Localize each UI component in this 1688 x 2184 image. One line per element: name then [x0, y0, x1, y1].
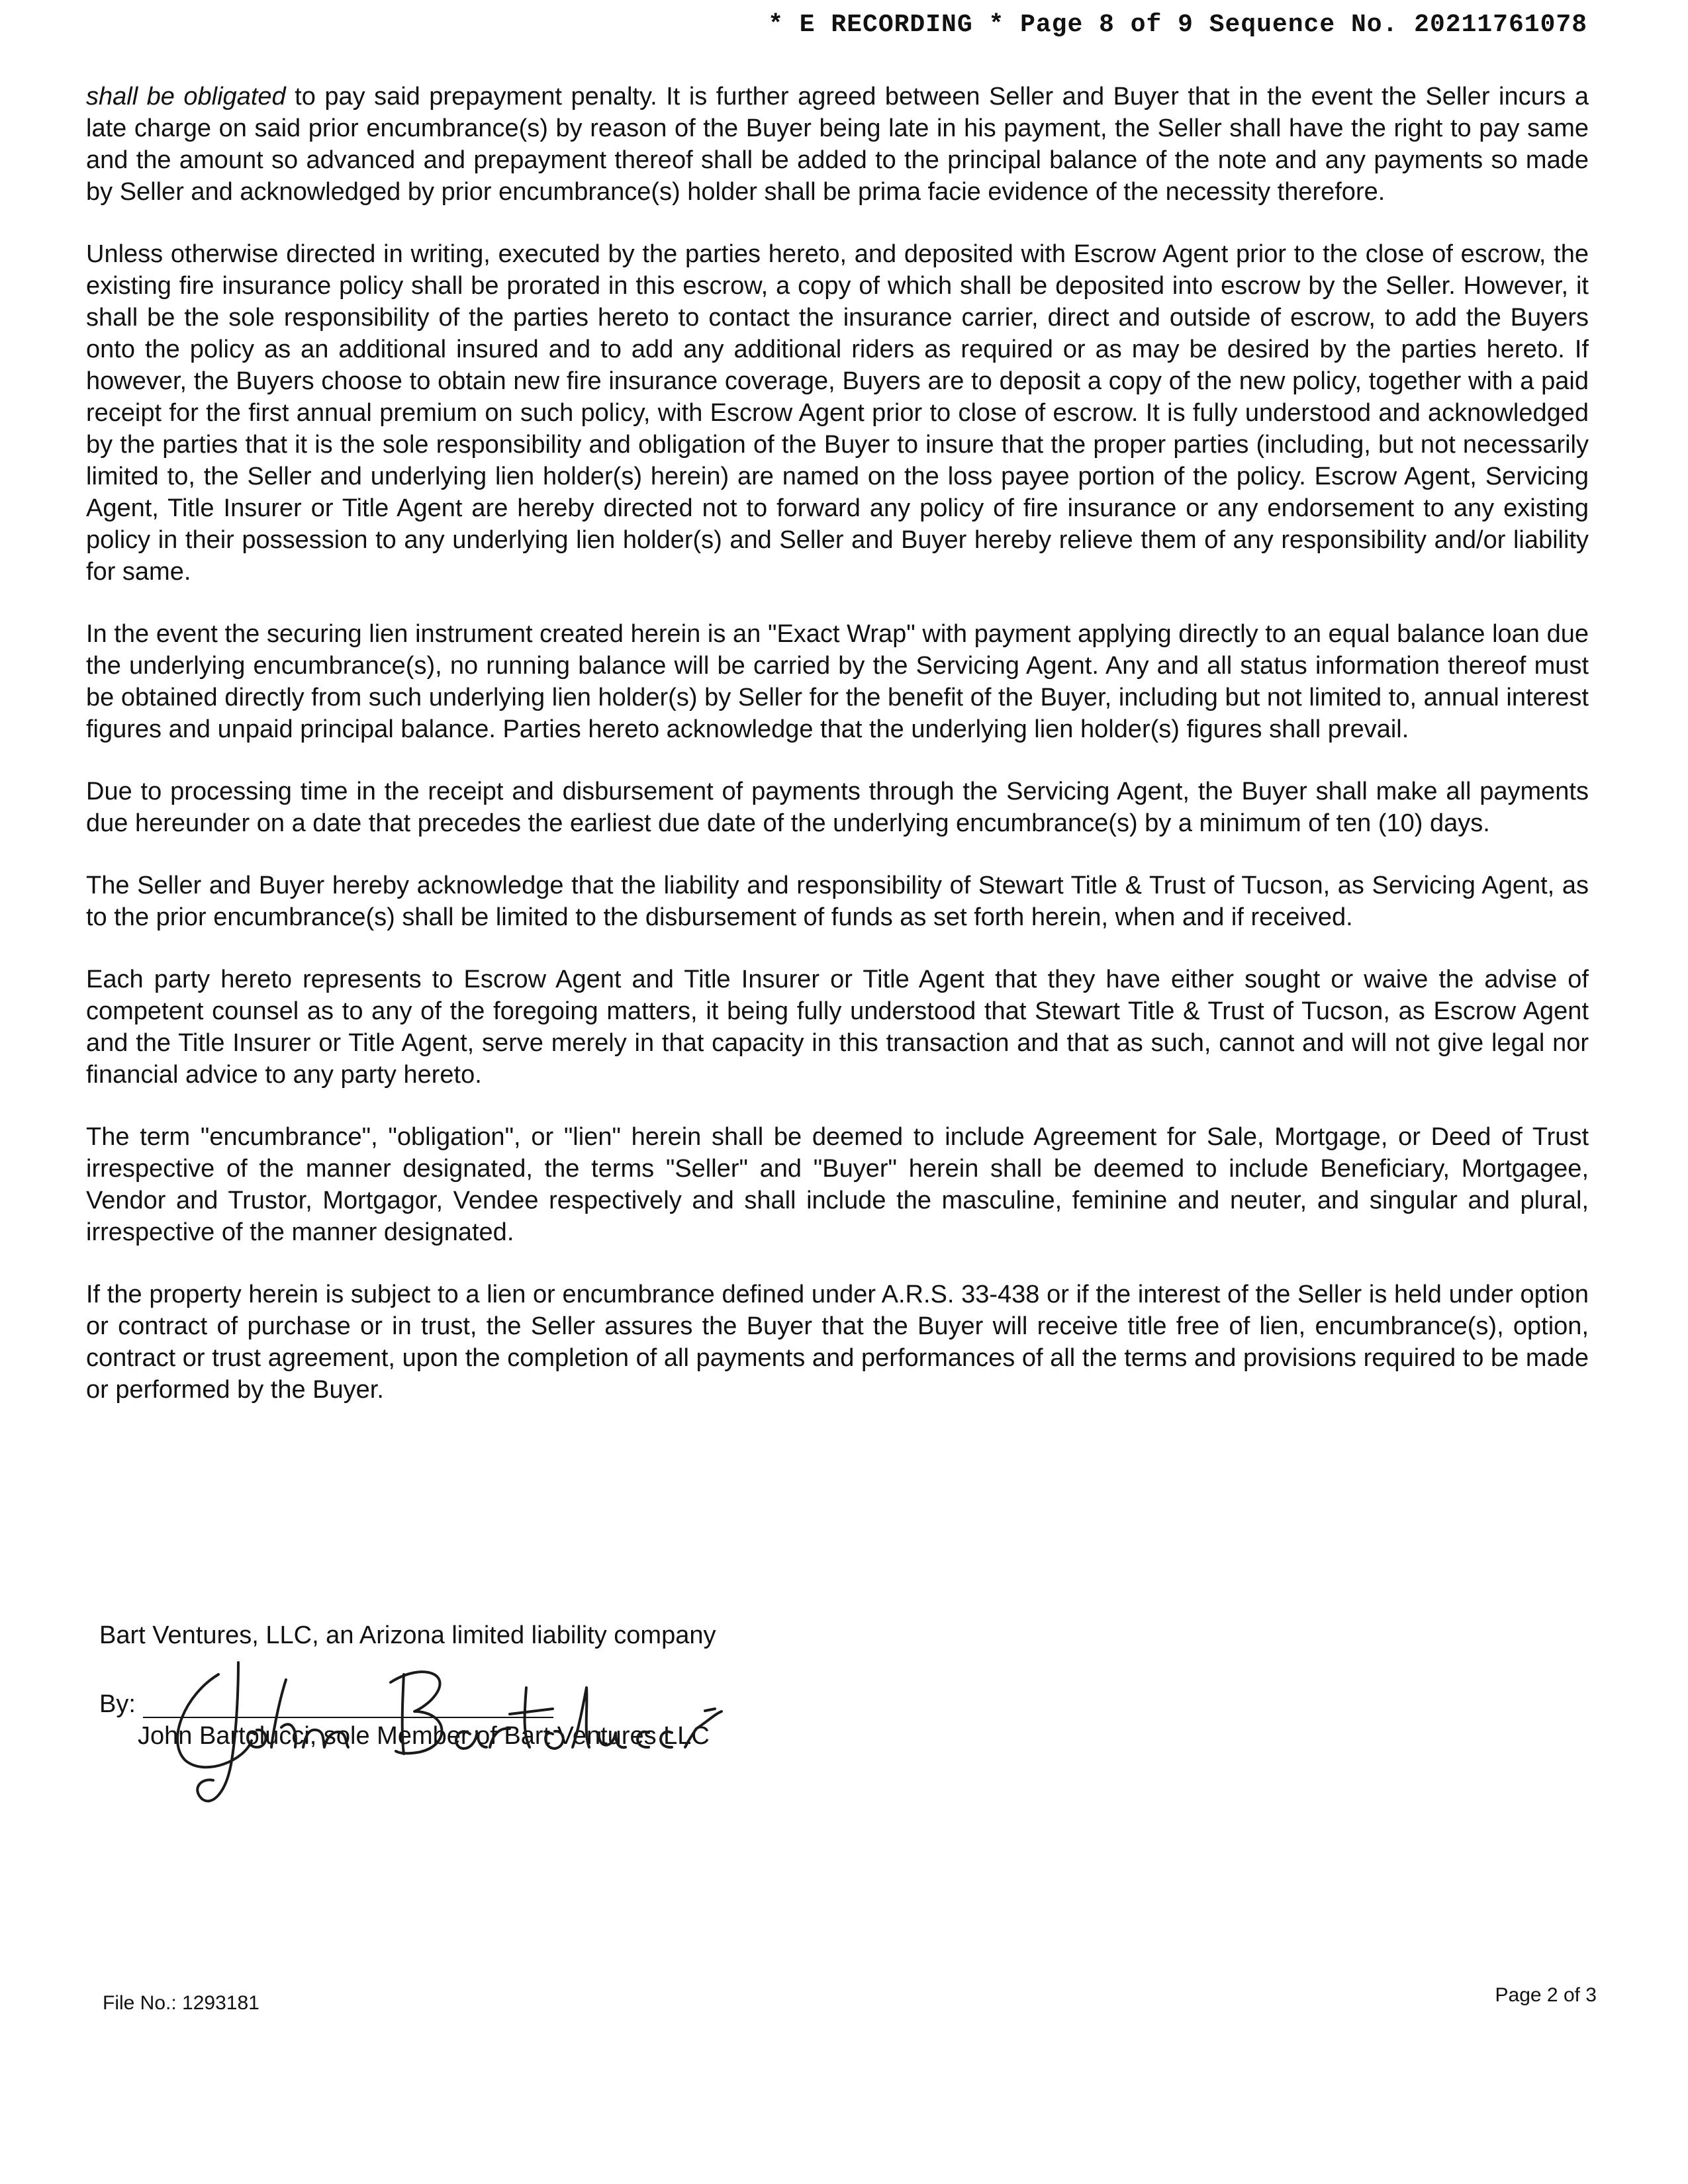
paragraph-prepayment — [86, 81, 1589, 208]
signature-by-label: By: — [99, 1690, 136, 1718]
paragraph-counsel: Each party hereto represents to Escrow Agent and Title Insurer or Title Agent that they have either sought or waive the advise of competent counsel as to any of the foregoing matters, it being fully understood that Stewart Title & Trust of Tucson, as Escrow Agent and the Title Insurer or Title Agent, serve merely in that capacity in this transaction and that as such, cannot and will not give legal nor financial advice to any party hereto. — [86, 966, 1589, 1089]
paragraph-liability: The Seller and Buyer hereby acknowledge that the liability and responsibility of Stewart Title & Trust of Tucson, as Servicing Agent, as to the prior encumbrance(s) shall be limited to the disbursement of funds as set forth herein, when and if received. — [86, 872, 1589, 931]
signature-company: Bart Ventures, LLC, an Arizona limited liability company — [99, 1621, 716, 1649]
paragraph-fire-insurance: Unless otherwise directed in writing, executed by the parties hereto, and deposited with Escrow Agent prior to the close of escrow, the existing fire insurance policy shall be prorated in this escrow, a copy of which shall be deposited into escrow by the Seller. However, it shall be the sole responsibility of the parties hereto to contact the insurance carrier, direct and outside of escrow, to add the Buyers onto the policy as an additional insured and to add any additional riders as required or as may be desired by the parties hereto. If however, the Buyers choose to obtain new fire insurance coverage, Buyers are to deposit a copy of the new policy, together with a paid receipt for the first annual premium on such policy, with Escrow Agent prior to close of escrow. It is fully understood and acknowledged by the parties that it is the sole responsibility and obligation of the Buyer to insure that the proper parties (including, but not necessarily limited to, the Seller and underlying lien holder(s) herein) are named on the loss payee portion of the policy. Escrow Agent, Servicing Agent, Title Insurer or Title Agent are hereby directed not to forward any policy of fire insurance or any endorsement to any existing policy in their possession to any underlying lien holder(s) and Seller and Buyer hereby relieve them of any responsibility and/or liability for same. — [86, 240, 1589, 586]
paragraph-ars: If the property herein is subject to a lien or encumbrance defined under A.R.S. 33-438 or if the interest of the Seller is held under option or contract of purchase or in trust, the Seller assures the Buyer that the Buyer will receive title free of lien, encumbrance(s), option, contract or trust agreement, upon the completion of all payments and performances of all the terms and provisions required to be made or performed by the Buyer. — [86, 1281, 1589, 1404]
paragraph-definitions: The term "encumbrance", "obligation", or "lien" herein shall be deemed to include Agreement for Sale, Mortgage, or Deed of Trust irrespective of the manner designated, the terms "Seller" and "Buyer" herein shall be deemed to include Beneficiary, Mortgagee, Vendor and Trustor, Mortgagor, Vendee respectively and shall include the masculine, feminine and neuter, and singular and plural, irrespective of the manner designated. — [86, 1123, 1589, 1246]
signature-block — [99, 1621, 960, 1794]
paragraph-text: to pay said prepayment penalty. It is further agreed between Seller and Buyer that in the event the Seller incurs a late charge on said prior encumbrance(s) by reason of the Buyer being late in his payment, the Seller shall have the right to pay same and the amount so advanced and prepayment thereof shall be added to the principal balance of the note and any payments so made by Seller and acknowledged by prior encumbrance(s) holder shall be prima facie evidence of the necessity therefore. — [86, 83, 1589, 206]
signer-name: John Bartolucci, sole Member of Bart Ventures LLC — [138, 1722, 710, 1750]
page-number: Page 2 of 3 — [1495, 1984, 1597, 2006]
paragraph-lead-text: shall be obligated — [86, 83, 286, 111]
file-number: File No.: 1293181 — [103, 1992, 259, 2014]
paragraph-processing-time: Due to processing time in the receipt and disbursement of payments through the Servicing Agent, the Buyer shall make all payments due hereunder on a date that precedes the earliest due date of the underlying encumbrance(s) by a minimum of ten (10) days. — [86, 778, 1589, 837]
paragraph-exact-wrap: In the event the securing lien instrument created herein is an "Exact Wrap" with payment applying directly to an equal balance loan due the underlying encumbrance(s), no running balance will be carried by the Servicing Agent. Any and all status information thereof must be obtained directly from such underlying lien holder(s) by Seller for the benefit of the Buyer, including but not limited to, annual interest figures and unpaid principal balance. Parties hereto acknowledge that the underlying lien holder(s) figures shall prevail. — [86, 620, 1589, 743]
recording-header: * E RECORDING * Page 8 of 9 Sequence No. 20211761078 — [768, 11, 1587, 39]
document-body — [86, 81, 1589, 1436]
handwritten-signature — [139, 1648, 788, 1820]
